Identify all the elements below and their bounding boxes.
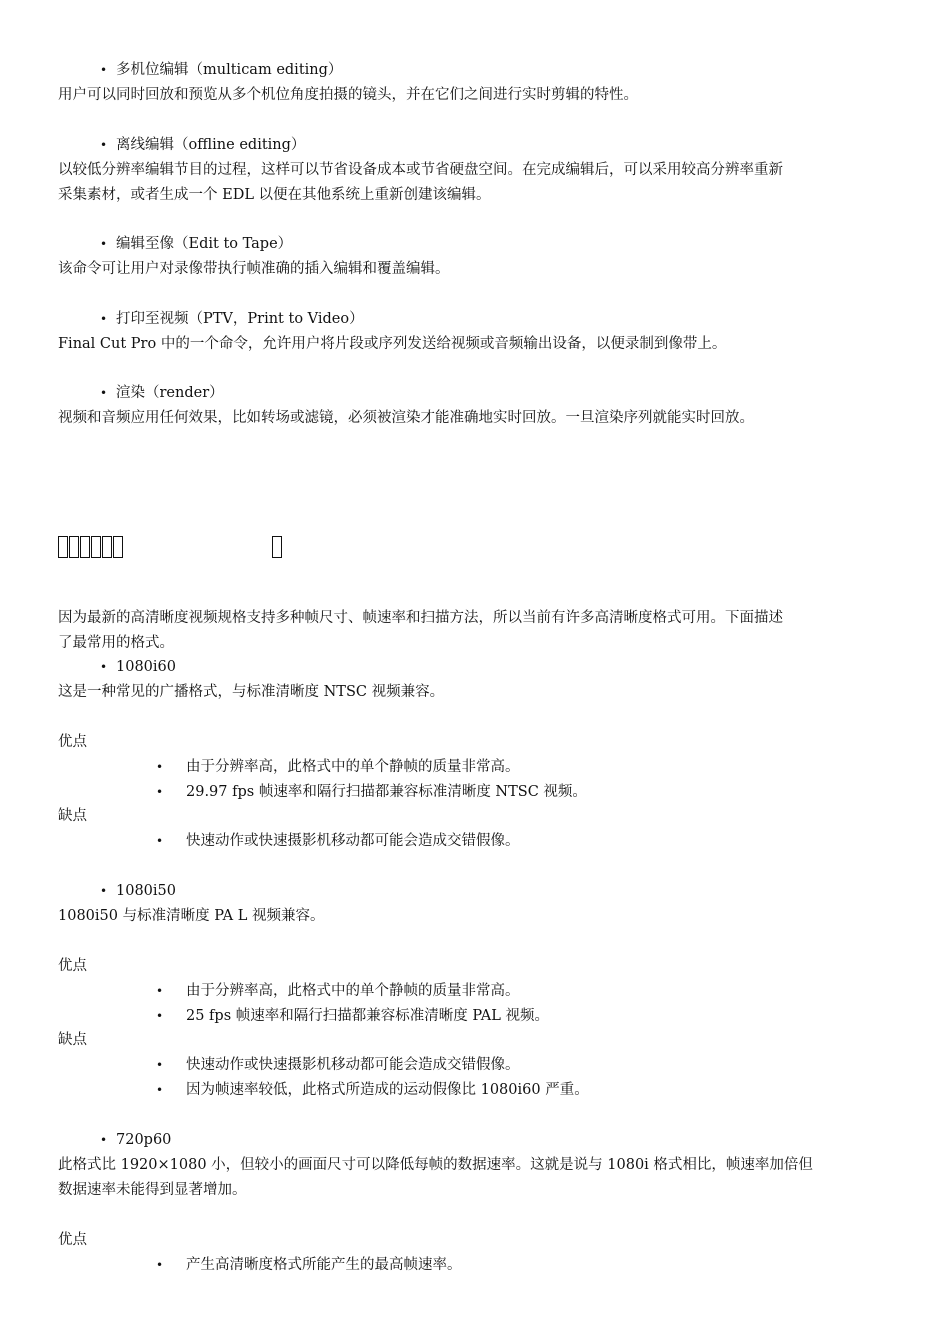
pro-item: • 25 fps 帧速率和隔行扫描都兼容标准清晰度 PAL 视频。 [156, 1004, 898, 1029]
format-name: • 720p60 [100, 1128, 898, 1153]
definition-text: 采集素材，或者生成一个 EDL 以便在其他系统上重新创建该编辑。 [58, 187, 491, 203]
definition-text: 该命令可让用户对录像带执行帧准确的插入编辑和覆盖编辑。 [58, 261, 450, 277]
con-item: • 因为帧速率较低，此格式所造成的运动假像比 1080i60 严重。 [156, 1078, 898, 1103]
intro-text: 了最常用的格式。 [58, 635, 174, 651]
con-item: • 快速动作或快速摄影机移动都可能会造成交错假像。 [156, 1053, 898, 1078]
pros-label: 优点 [58, 958, 87, 974]
pro-item: • 由于分辨率高，此格式中的单个静帧的质量非常高。 [156, 979, 898, 1004]
definition-text: 用户可以同时回放和预览从多个机位角度拍摄的镜头，并在它们之间进行实时剪辑的特性。 [58, 87, 638, 103]
pros-label: 优点 [58, 1232, 87, 1248]
term-print-to-video: • 打印至视频（PTV，Print to Video） [100, 307, 898, 332]
format-desc: 此格式比 1920×1080 小，但较小的画面尺寸可以降低每帧的数据速率。这就是说与 1080i 格式相比，帧速率加倍但 [58, 1157, 813, 1173]
format-name: • 1080i60 [100, 655, 898, 680]
pro-item: • 产生高清晰度格式所能产生的最高帧速率。 [156, 1253, 898, 1278]
cons-label: 缺点 [58, 808, 87, 824]
format-desc: 数据速率未能得到显著增加。 [58, 1182, 247, 1198]
definition-text: 以较低分辨率编辑节目的过程，这样可以节省设备成本或节省硬盘空间。在完成编辑后，可以采用较高分辨率重新 [58, 162, 783, 178]
term-offline: • 离线编辑（offline editing） [100, 133, 898, 158]
term-edit-to-tape: • 编辑至像（Edit to Tape） [100, 232, 898, 257]
format-desc: 这是一种常见的广播格式，与标准清晰度 NTSC 视频兼容。 [58, 684, 445, 700]
definition-text: 视频和音频应用任何效果，比如转场或滤镜，必须被渲染才能准确地实时回放。一旦渲染序列就能实时回放。 [58, 410, 754, 426]
definition-text: Final Cut Pro 中的一个命令，允许用户将片段或序列发送给视频或音频输出设备，以便录制到像带上。 [58, 336, 727, 352]
section-heading-missing-glyphs [58, 534, 283, 559]
pros-label: 优点 [58, 734, 87, 750]
term-render: • 渲染（render） [100, 381, 898, 406]
format-desc: 1080i50 与标准清晰度 PA L 视频兼容。 [58, 908, 325, 924]
intro-text: 因为最新的高清晰度视频规格支持多种帧尺寸、帧速率和扫描方法，所以当前有许多高清晰度格式可用。下面描述 [58, 610, 783, 626]
pro-item: • 29.97 fps 帧速率和隔行扫描都兼容标准清晰度 NTSC 视频。 [156, 780, 898, 805]
con-item: • 快速动作或快速摄影机移动都可能会造成交错假像。 [156, 829, 898, 854]
term-multicam: • 多机位编辑（multicam editing） [100, 58, 898, 83]
pro-item: • 由于分辨率高，此格式中的单个静帧的质量非常高。 [156, 755, 898, 780]
cons-label: 缺点 [58, 1032, 87, 1048]
format-name: • 1080i50 [100, 879, 898, 904]
